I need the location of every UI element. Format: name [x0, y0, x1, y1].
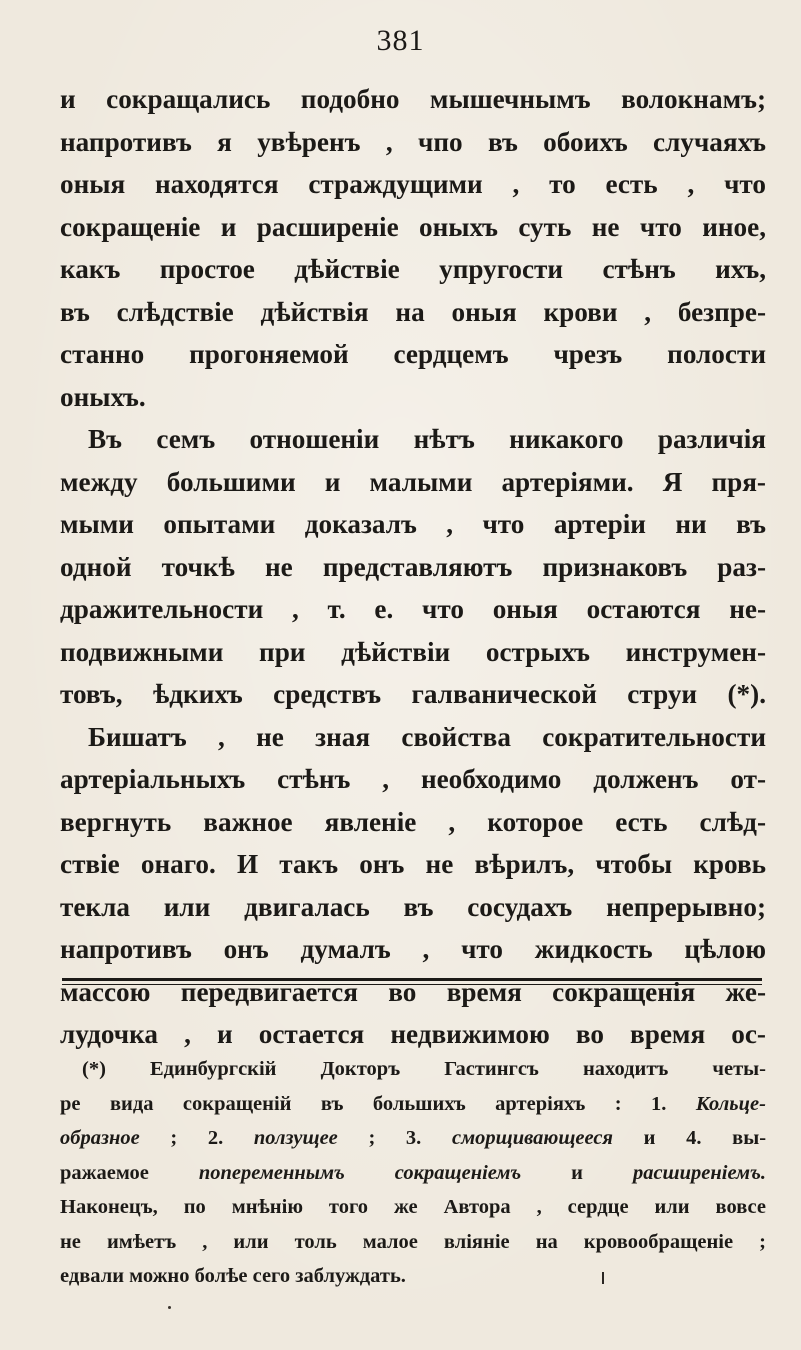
footnote-italic-text: расширеніемъ.: [632, 1161, 766, 1184]
text-line: напротивъ онъ думалъ , что жидкость цѣлою: [60, 934, 766, 964]
footnote-italic-text: попеременнымъ сокращеніемъ: [198, 1161, 522, 1184]
text-line: ствіе онаго. И такъ онъ не вѣрилъ, чтобы кровь: [60, 849, 766, 879]
text-line: дражительности , т. е. что оныя остаются не-: [60, 594, 766, 624]
text-line: оныя находятся страждущими , то есть , что: [60, 169, 766, 199]
text-line: какъ простое дѣйствіе упругости стѣнъ ихъ,: [60, 254, 766, 284]
footnote-line: Наконецъ, по мнѣнію того же Автора , сердце или вовсе: [60, 1196, 766, 1218]
footnote-line: (*) Единбургскій Докторъ Гастингсъ находитъ четы-: [82, 1058, 766, 1080]
print-speck-mark: [602, 1272, 604, 1284]
print-speck-dot: [168, 1306, 171, 1309]
text-line: одной точкѣ не представляютъ признаковъ раз-: [60, 551, 766, 582]
text-line: оныхъ.: [60, 381, 146, 412]
text-line: и сокращались подобно мышечнымъ волокнамъ;: [60, 84, 766, 114]
text-line: товъ, ѣдкихъ средствъ галванической струи (*).: [60, 679, 766, 709]
footnote-italic-text: Кольце-: [695, 1092, 766, 1115]
text-line: подвижными при дѣйствіи острыхъ инструмен-: [60, 636, 766, 667]
footnote-divider-rule: [62, 978, 762, 981]
page-number: 381: [376, 24, 425, 57]
footnote-line: [60, 1156, 766, 1191]
footnote-line: [60, 1121, 766, 1156]
footnote-line: [60, 1087, 766, 1122]
text-line: текла или двигалась въ сосудахъ непрерывно;: [60, 891, 766, 922]
footnote-text: ре вида сокращеній въ большихъ артеріяхъ : 1.: [60, 1092, 667, 1115]
footnote-line: едвали можно болѣе сего заблуждать.: [60, 1265, 406, 1287]
footnote-italic-text: сморщивающееся: [451, 1127, 613, 1149]
text-line-paragraph-start: Въ семъ отношеніи нѣтъ никакого различія: [88, 424, 766, 454]
footnote-text: и 4. вы-: [643, 1127, 767, 1149]
text-line: въ слѣдствіе дѣйствія на оныя крови , безпре-: [60, 296, 766, 327]
footnote-line: не имѣетъ , или толь малое вліяніе на кровообращеніе ;: [60, 1230, 766, 1253]
text-line: станно прогоняемой сердцемъ чрезъ полости: [60, 339, 766, 369]
footnote-block: [60, 1052, 766, 1294]
footnote-text: и: [571, 1161, 583, 1184]
footnote-text: ражаемое: [60, 1161, 149, 1184]
text-line: мыми опытами доказалъ , что артеріи ни въ: [60, 509, 766, 539]
text-line-paragraph-start: Бишатъ , не зная свойства сократительности: [88, 721, 766, 752]
text-line: вергнуть важное явленіе , которое есть слѣд-: [60, 806, 766, 837]
footnote-italic-text: ползущее: [253, 1127, 338, 1149]
text-line: напротивъ я увѣренъ , чпо въ обоихъ случаяхъ: [60, 126, 766, 157]
footnote-divider-rule-thin: [62, 984, 762, 985]
main-text-block: [60, 78, 766, 1056]
text-line: сокращеніе и расширеніе оныхъ суть не что иное,: [60, 211, 766, 242]
text-line: артеріальныхъ стѣнъ , необходимо долженъ от-: [60, 764, 766, 794]
footnote-text: ; 3.: [368, 1127, 422, 1149]
text-line: между большими и малыми артеріями. Я пря-: [60, 466, 766, 497]
footnote-italic-text: образное: [60, 1127, 140, 1149]
footnote-text: ; 2.: [170, 1127, 224, 1149]
text-line: массою передвигается во время сокращенія же-: [60, 976, 766, 1007]
text-line: лудочка , и остается недвижимою во время ос-: [60, 1019, 766, 1049]
